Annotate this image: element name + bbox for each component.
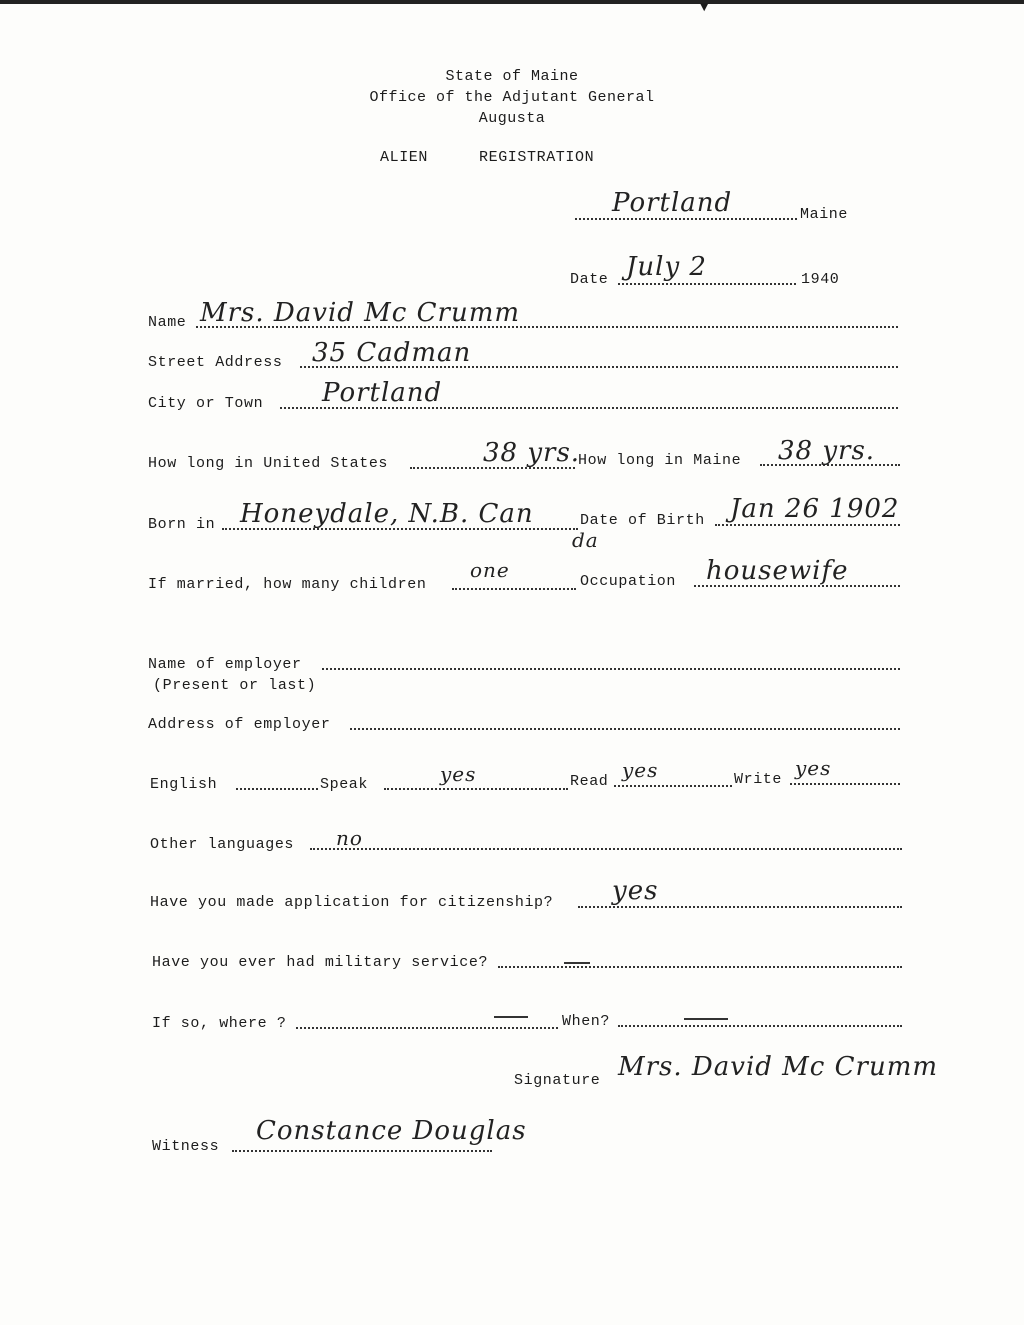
- employer-address-dots: [350, 728, 900, 730]
- where-dash: [494, 1016, 528, 1018]
- witness-label: Witness: [152, 1138, 220, 1155]
- born-extra: da: [572, 528, 599, 552]
- header-registration: REGISTRATION: [479, 149, 595, 166]
- speak-value: yes: [440, 762, 477, 786]
- dob-dots: [715, 524, 900, 526]
- us-years-value: 38 yrs.: [483, 438, 581, 468]
- scan-top-edge: [0, 0, 1024, 4]
- employer-label: Name of employer: [148, 656, 302, 673]
- where-label: If so, where ?: [152, 1015, 287, 1032]
- children-dots: [452, 588, 576, 590]
- read-dots: [614, 785, 732, 787]
- military-dots: [498, 966, 902, 968]
- read-label: Read: [570, 773, 609, 790]
- place-state-label: Maine: [800, 206, 849, 223]
- date-value: July 2: [626, 252, 707, 282]
- employer-dots: [322, 668, 900, 670]
- city-label: City or Town: [148, 395, 264, 412]
- name-value: Mrs. David Mc Crumm: [200, 298, 521, 328]
- born-label: Born in: [148, 516, 216, 533]
- dob-label: Date of Birth: [580, 512, 705, 529]
- witness-dots: [232, 1150, 492, 1152]
- header-alien: ALIEN: [380, 149, 429, 166]
- military-dash: [564, 962, 590, 964]
- witness-value: Constance Douglas: [256, 1116, 527, 1146]
- other-languages-label: Other languages: [150, 836, 295, 853]
- when-dash: [684, 1018, 728, 1020]
- header-city: Augusta: [478, 110, 546, 127]
- when-dots: [618, 1025, 902, 1027]
- date-dots: [618, 283, 796, 285]
- children-label: If married, how many children: [148, 576, 427, 593]
- maine-years-value: 38 yrs.: [778, 436, 876, 466]
- date-label: Date: [570, 271, 609, 288]
- date-year: 1940: [801, 271, 840, 288]
- occupation-label: Occupation: [580, 573, 677, 590]
- where-dots: [296, 1027, 558, 1029]
- street-value: 35 Cadman: [312, 338, 472, 368]
- occupation-value: housewife: [706, 556, 849, 586]
- citizenship-label: Have you made application for citizenship?: [150, 894, 554, 911]
- when-label: When?: [562, 1013, 611, 1030]
- english-dots: [236, 788, 318, 790]
- children-value: one: [470, 558, 510, 582]
- citizenship-dots: [578, 906, 902, 908]
- maine-years-label: How long in Maine: [578, 452, 742, 469]
- citizenship-value: yes: [612, 876, 659, 906]
- write-label: Write: [734, 771, 783, 788]
- header-office: Office of the Adjutant General: [369, 89, 655, 106]
- military-label: Have you ever had military service?: [152, 954, 489, 971]
- write-dots: [790, 783, 900, 785]
- employer-address-label: Address of employer: [148, 716, 331, 733]
- city-value: Portland: [322, 378, 443, 408]
- scan-mark: ▼: [700, 0, 709, 16]
- place-dots: [575, 218, 797, 220]
- dob-value: Jan 26 1902: [730, 494, 900, 524]
- speak-dots: [384, 788, 568, 790]
- read-value: yes: [622, 758, 659, 782]
- born-value: Honeydale, N.B. Can: [240, 499, 534, 529]
- write-value: yes: [795, 756, 832, 780]
- signature-label: Signature: [514, 1072, 601, 1089]
- other-languages-dots: [310, 848, 902, 850]
- signature-value: Mrs. David Mc Crumm: [618, 1052, 939, 1082]
- us-years-label: How long in United States: [148, 455, 389, 472]
- english-label: English: [150, 776, 218, 793]
- place-city-value: Portland: [612, 188, 733, 218]
- header-state: State of Maine: [445, 68, 579, 85]
- other-languages-value: no: [336, 826, 363, 850]
- speak-label: Speak: [320, 776, 369, 793]
- name-label: Name: [148, 314, 187, 331]
- street-label: Street Address: [148, 354, 283, 371]
- employer-sublabel: (Present or last): [153, 677, 317, 694]
